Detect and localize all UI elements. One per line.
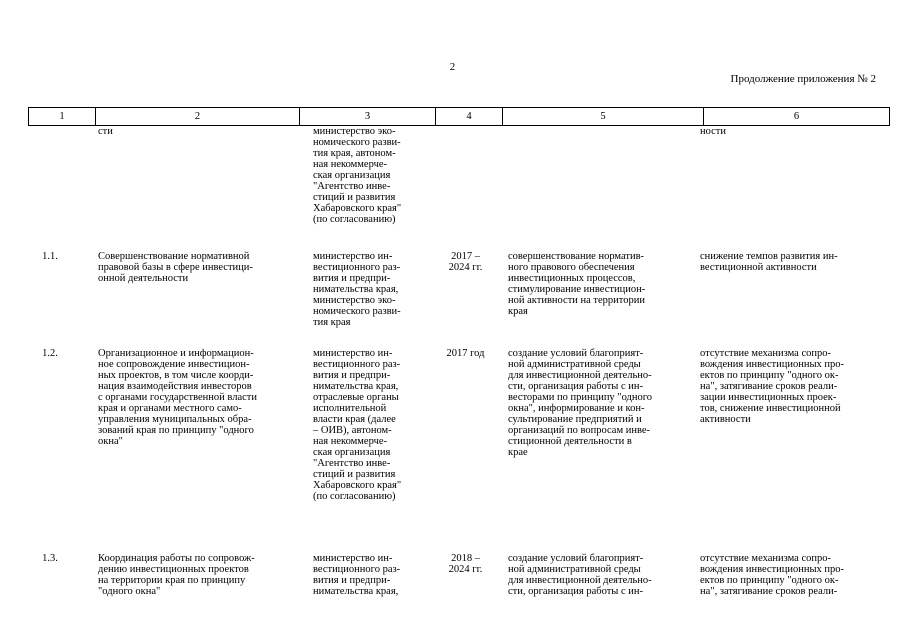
appendix-continuation: Продолжение приложения № 2 bbox=[730, 73, 876, 85]
consequence-text: снижение темпов развития ин- вестиционной активности bbox=[700, 251, 838, 273]
consequence-text: отсутствие механизма сопро- вождения инвестиционных про- ектов по принципу "одного ок- на", затягивание сроков реали- bbox=[700, 553, 845, 597]
period-text: 2017 год bbox=[446, 348, 485, 359]
col-header-4: 4 bbox=[436, 108, 503, 126]
measure-text: Организационное и информацион- ное сопровождение инвестицион- ных проектов, в том числе коорди- нация взаимодействия инвесторов с органами государственной власти края и органами местного само- управления муниципальных обра- зований края по принципу "одного окна" bbox=[98, 348, 257, 447]
col-header-6: 6 bbox=[704, 108, 890, 126]
col-header-3: 3 bbox=[300, 108, 436, 126]
row-number: 1.2. bbox=[42, 348, 58, 359]
consequence-text: ности bbox=[700, 126, 726, 137]
measure-text: Координация работы по сопровож- дению инвестиционных проектов на территории края по принципу "одного окна" bbox=[98, 553, 255, 597]
col-header-1: 1 bbox=[29, 108, 96, 126]
column-number-header bbox=[28, 107, 890, 126]
measure-text: Совершенствование нормативной правовой базы в сфере инвестици- онной деятельности bbox=[98, 251, 253, 284]
col-header-2: 2 bbox=[96, 108, 300, 126]
executor-text: министерство ин- вестиционного раз- вития и предпри- нимательства края, bbox=[313, 553, 401, 597]
executor-text: министерство эко- номического разви- тия края, автоном- ная некоммерче- ская организация "Агентство инве- стиций и развития Хабаровского края" (по согласованию) bbox=[313, 126, 402, 225]
period-text: 2018 – 2024 гг. bbox=[448, 553, 483, 575]
executor-text: министерство ин- вестиционного раз- вития и предпри- нимательства края, министерство эко- номического разви- тия края bbox=[313, 251, 401, 328]
result-text: создание условий благоприят- ной административной среды для инвестиционной деятельно- сти, организация работы с ин- весторами по принципу "одного окна", информирование и кон- сультирование предприятий и организаций по вопросам инве- стиционной деятельности в крае bbox=[508, 348, 653, 458]
result-text: создание условий благоприят- ной административной среды для инвестиционной деятельно- сти, организация работы с ин- bbox=[508, 553, 652, 597]
measure-text: сти bbox=[98, 126, 113, 137]
row-number: 1.1. bbox=[42, 251, 58, 262]
row-number: 1.3. bbox=[42, 553, 58, 564]
consequence-text: отсутствие механизма сопро- вождения инвестиционных про- ектов по принципу "одного ок- на", затягивание сроков реали- зации инвестиционных проек- тов, снижение инвестиционной активности bbox=[700, 348, 845, 425]
result-text: совершенствование норматив- ного правового обеспечения инвестиционных процессов, стимулирование инвестицион- ной активности на территории края bbox=[508, 251, 646, 317]
executor-text: министерство ин- вестиционного раз- вития и предпри- нимательства края, отраслевые органы исполнительной власти края (далее – ОИВ), автоном- ная некоммерче- ская организация "Агентство инве- стиций и развития Хабаровского края" (по согласованию) bbox=[313, 348, 402, 502]
page-number: 2 bbox=[449, 61, 456, 73]
period-text: 2017 – 2024 гг. bbox=[448, 251, 483, 273]
col-header-5: 5 bbox=[503, 108, 704, 126]
